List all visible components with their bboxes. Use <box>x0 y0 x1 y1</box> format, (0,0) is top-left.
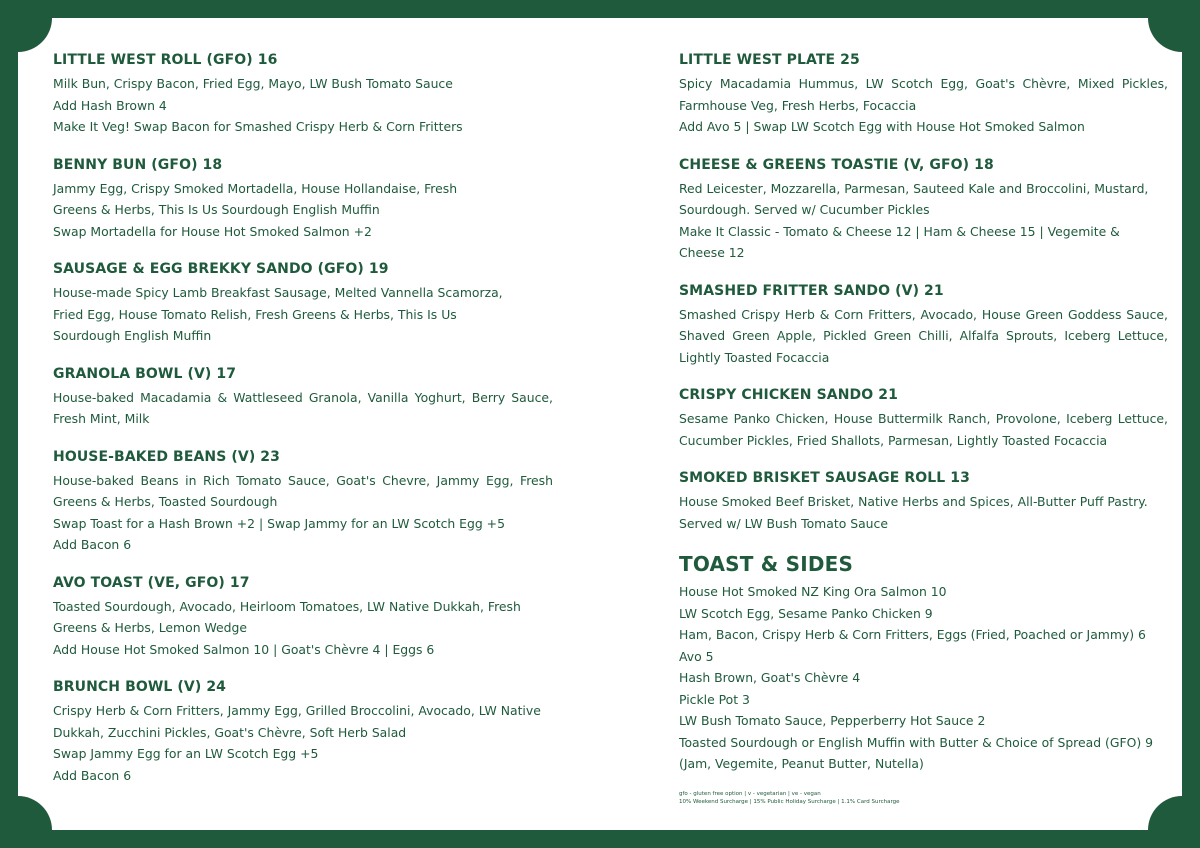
item-name: SMOKED BRISKET SAUSAGE ROLL 13 <box>679 470 970 486</box>
left-menu-column <box>53 50 553 803</box>
item-description: Crispy Herb & Corn Fritters, Jammy Egg, Grilled Broccolini, Avocado, LW Native Dukkah, Zucchini Pickles, Goat's Chèvre, Soft Herb Salad <box>53 703 541 740</box>
menu-item <box>53 447 553 556</box>
surcharge-note: 10% Weekend Surcharge | 15% Public Holiday Surcharge | 1.1% Card Surcharge <box>679 799 900 805</box>
side-item: LW Bush Tomato Sauce, Pepperberry Hot Sauce 2 <box>679 713 986 728</box>
menu-item <box>679 281 1168 369</box>
side-item: LW Scotch Egg, Sesame Panko Chicken 9 <box>679 605 933 621</box>
item-extra: Add Hash Brown 4 <box>53 97 167 113</box>
item-name: AVO TOAST (VE, GFO) 17 <box>53 574 250 591</box>
item-name: HOUSE-BAKED BEANS (V) 23 <box>53 448 280 465</box>
item-description: House-made Spicy Lamb Breakfast Sausage, Melted Vannella Scamorza, Fried Egg, House Tomato Relish, Fresh Greens & Herbs, This Is Us Sourdough English Muffin <box>53 285 503 343</box>
item-name: BRUNCH BOWL (V) 24 <box>53 679 226 695</box>
section-title: TOAST & SIDES <box>679 552 854 576</box>
side-item: House Hot Smoked NZ King Ora Salmon 10 <box>679 584 947 599</box>
item-description: Smashed Crispy Herb & Corn Fritters, Avocado, House Green Goddess Sauce, Shaved Green Apple, Pickled Green Chilli, Alfalfa Sprouts, Iceberg Lettuce, Lightly Toasted Focaccia <box>679 306 1168 365</box>
item-name: CHEESE & GREENS TOASTIE (V, GFO) 18 <box>679 156 994 173</box>
menu-item <box>53 677 553 786</box>
item-description: Milk Bun, Crispy Bacon, Fried Egg, Mayo, LW Bush Tomato Sauce <box>53 76 453 91</box>
menu-item <box>53 155 553 243</box>
item-description: Jammy Egg, Crispy Smoked Mortadella, House Hollandaise, Fresh Greens & Herbs, This Is Us Sourdough English Muffin <box>53 180 458 217</box>
item-extra: Swap Jammy Egg for an LW Scotch Egg +5 <box>53 746 319 761</box>
item-name: SAUSAGE & EGG BREKKY SANDO (GFO) 19 <box>53 261 389 277</box>
item-extra: Add Bacon 6 <box>53 537 132 552</box>
item-name: LITTLE WEST PLATE 25 <box>679 52 860 68</box>
item-extra: Make It Veg! Swap Bacon for Smashed Crispy Herb & Corn Fritters <box>53 119 463 134</box>
item-name: LITTLE WEST ROLL (GFO) 16 <box>53 52 278 68</box>
item-description: House Smoked Beef Brisket, Native Herbs and Spices, All-Butter Puff Pastry. Served w/ LW Bush Tomato Sauce <box>679 494 1148 531</box>
item-extra: Swap Mortadella for House Hot Smoked Salmon +2 <box>53 223 372 239</box>
menu-item <box>679 468 1168 534</box>
item-description: Spicy Macadamia Hummus, LW Scotch Egg, Goat's Chèvre, Mixed Pickles, Farmhouse Veg, Fresh Herbs, Focaccia <box>679 76 1168 113</box>
footnotes <box>679 790 900 806</box>
item-name: SMASHED FRITTER SANDO (V) 21 <box>679 282 944 299</box>
side-item: (Jam, Vegemite, Peanut Butter, Nutella) <box>679 756 924 771</box>
item-extra: Swap Toast for a Hash Brown +2 | Swap Jammy for an LW Scotch Egg +5 <box>53 515 505 531</box>
item-description: Red Leicester, Mozzarella, Parmesan, Sauteed Kale and Broccolini, Mustard, Sourdough. Served w/ Cucumber Pickles <box>679 180 1149 217</box>
item-extra: Make It Classic - Tomato & Cheese 12 | Ham & Cheese 15 | Vegemite & Cheese 12 <box>679 223 1120 260</box>
menu-item <box>679 385 1168 451</box>
side-item: Ham, Bacon, Crispy Herb & Corn Fritters, Eggs (Fried, Poached or Jammy) 6 <box>679 627 1146 642</box>
menu-item <box>53 364 553 430</box>
corner-cutout <box>18 18 52 52</box>
side-item: Hash Brown, Goat's Chèvre 4 <box>679 670 861 685</box>
item-name: GRANOLA BOWL (V) 17 <box>53 365 237 382</box>
menu-page <box>18 18 1182 830</box>
item-description: House-baked Macadamia & Wattleseed Granola, Vanilla Yoghurt, Berry Sauce, Fresh Mint, Milk <box>53 389 553 426</box>
item-extra: Add Avo 5 | Swap LW Scotch Egg with House Hot Smoked Salmon <box>679 119 1085 134</box>
menu-item <box>53 573 553 661</box>
item-description: House-baked Beans in Rich Tomato Sauce, Goat's Chevre, Jammy Egg, Fresh Greens & Herbs, Toasted Sourdough <box>53 472 553 509</box>
corner-cutout <box>1148 18 1182 52</box>
side-item: Avo 5 <box>679 648 714 664</box>
item-extra: Add House Hot Smoked Salmon 10 | Goat's Chèvre 4 | Eggs 6 <box>53 641 435 657</box>
right-menu-column <box>679 50 1168 775</box>
item-name: CRISPY CHICKEN SANDO 21 <box>679 387 898 403</box>
toast-sides-section <box>679 551 1168 775</box>
menu-item <box>679 155 1168 264</box>
menu-item <box>53 259 553 347</box>
menu-item <box>679 50 1168 138</box>
corner-cutout <box>18 796 52 830</box>
menu-item <box>53 50 553 138</box>
dietary-legend: gfo - gluten free option | v - vegetarian | ve - vegan <box>679 791 821 797</box>
side-item: Toasted Sourdough or English Muffin with Butter & Choice of Spread (GFO) 9 <box>679 734 1153 750</box>
item-description: Sesame Panko Chicken, House Buttermilk Ranch, Provolone, Iceberg Lettuce, Cucumber Pickles, Fried Shallots, Parmesan, Lightly Toasted Focaccia <box>679 411 1168 448</box>
corner-cutout <box>1148 796 1182 830</box>
item-name: BENNY BUN (GFO) 18 <box>53 156 223 173</box>
item-description: Toasted Sourdough, Avocado, Heirloom Tomatoes, LW Native Dukkah, Fresh Greens & Herbs, Lemon Wedge <box>53 598 521 635</box>
side-item: Pickle Pot 3 <box>679 691 750 707</box>
item-extra: Add Bacon 6 <box>53 767 132 783</box>
